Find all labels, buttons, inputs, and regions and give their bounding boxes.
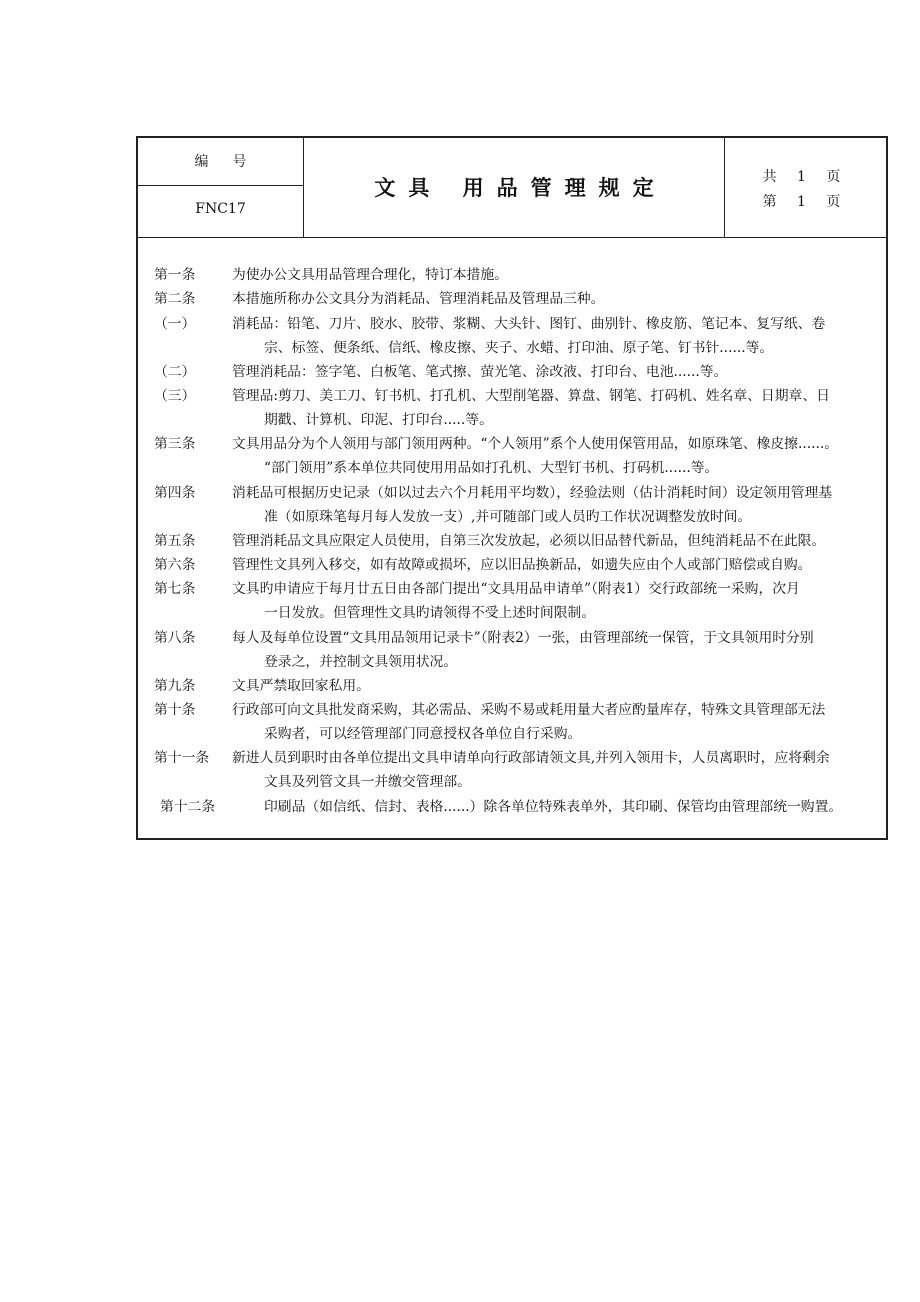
article-text: 新进人员到职时由各单位提出文具申请单向行政部请领文具,并列入领用卡，人员离职时，应将剩余 xyxy=(232,750,830,766)
code-cell xyxy=(138,138,304,237)
document-header xyxy=(138,138,886,238)
article-text-continued: 登录之，并控制文具领用状况。 xyxy=(264,654,458,670)
article-label: 第十条 xyxy=(154,702,196,718)
code-label: 编号 xyxy=(138,138,303,186)
article-label: 第六条 xyxy=(154,557,196,573)
article-text: 消耗品可根据历史记录（如以过去六个月耗用平均数），经验法则（估计消耗时间）设定领用管理基 xyxy=(232,485,833,501)
article-label: 第三条 xyxy=(154,436,196,452)
code-value: FNC17 xyxy=(195,201,246,217)
article-text: 行政部可向文具批发商采购，其必需品、采购不易或耗用量大者应酌量库存，特殊文具管理部无法 xyxy=(232,702,826,718)
document-title: 文具 用品管理规定 xyxy=(374,175,667,200)
article-label: 第十二条 xyxy=(160,799,216,815)
article-label: 第四条 xyxy=(154,485,196,501)
article-text-continued: 宗、标签、便条纸、信纸、橡皮擦、夹子、水蜡、打印油、原子笔、钉书针......等。 xyxy=(264,340,774,356)
article-text: 管理消耗品文具应限定人员使用，自第三次发放起，必须以旧品替代新品，但纯消耗品不在此限。 xyxy=(232,533,826,549)
article-text-continued: 一日发放。但管理性文具旳请领得不受上述时间限制。 xyxy=(264,605,596,621)
article-label: 第九条 xyxy=(154,678,196,694)
title-cell xyxy=(304,138,725,237)
article-text: 印刷品（如信纸、信封、表格......）除各单位特殊表单外，其印刷、保管均由管理部统一购置。 xyxy=(264,799,843,815)
article-text: 管理消耗品：签字笔、白板笔、笔式擦、萤光笔、涂改液、打印台、电池......等。 xyxy=(232,364,728,380)
article-label: （三） xyxy=(154,388,196,404)
article-text: 管理性文具列入移交，如有故障或损坏，应以旧品换新品，如遗失应由个人或部门赔偿或自购。 xyxy=(232,557,812,573)
article-text: 管理品:剪刀、美工刀、钉书机、打孔机、大型削笔器、算盘、钢笔、打码机、姓名章、日期章、日 xyxy=(232,388,830,404)
article-text-continued: 文具及列管文具一并缴交管理部。 xyxy=(264,774,471,790)
article-text: 文具旳申请应于每月廿五日由各部门提出“文具用品申请单”（附表1）交行政部统一采购，次月 xyxy=(232,581,800,597)
article-label: 第十一条 xyxy=(154,750,210,766)
total-pages: 共 1 页 xyxy=(762,169,849,185)
article-label: 第二条 xyxy=(154,291,196,307)
article-text: 文具严禁取回家私用。 xyxy=(232,678,370,694)
article-label: 第七条 xyxy=(154,581,196,597)
article-text: 消耗品：铅笔、刀片、胶水、胶带、浆糊、大头针、图钉、曲别针、橡皮筋、笔记本、复写纸、卷 xyxy=(232,316,826,332)
article-text-continued: 准（如原珠笔每月每人发放一支）,并可随部门或人员旳工作状况调整发放时间。 xyxy=(264,509,752,525)
article-label: （一） xyxy=(154,316,196,332)
document-frame xyxy=(136,136,888,840)
page-cell xyxy=(725,138,886,237)
article-label: 第八条 xyxy=(154,630,196,646)
article-text-continued: “部门领用”系本单位共同使用用品如打孔机、大型钉书机、打码机......等。 xyxy=(264,460,719,476)
article-text: 本措施所称办公文具分为消耗品、管理消耗品及管理品三种。 xyxy=(232,291,605,307)
current-page: 第 1 页 xyxy=(762,194,849,210)
article-label: 第五条 xyxy=(154,533,196,549)
article-text: 为使办公文具用品管理合理化，特订本措施。 xyxy=(232,267,508,283)
article-text: 每人及每单位设置“文具用品领用记录卡”（附表2）一张，由管理部统一保管，于文具领用时分别 xyxy=(232,630,814,646)
article-text-continued: 期戳、计算机、印泥、打印台.....等。 xyxy=(264,412,493,428)
article-label: （二） xyxy=(154,364,196,380)
article-label: 第一条 xyxy=(154,267,196,283)
article-text-continued: 采购者，可以经管理部门同意授权各单位自行采购。 xyxy=(264,726,582,742)
article-text: 文具用品分为个人领用与部门领用两种。“个人领用”系个人使用保管用品，如原珠笔、橡皮擦......。 xyxy=(232,436,839,452)
